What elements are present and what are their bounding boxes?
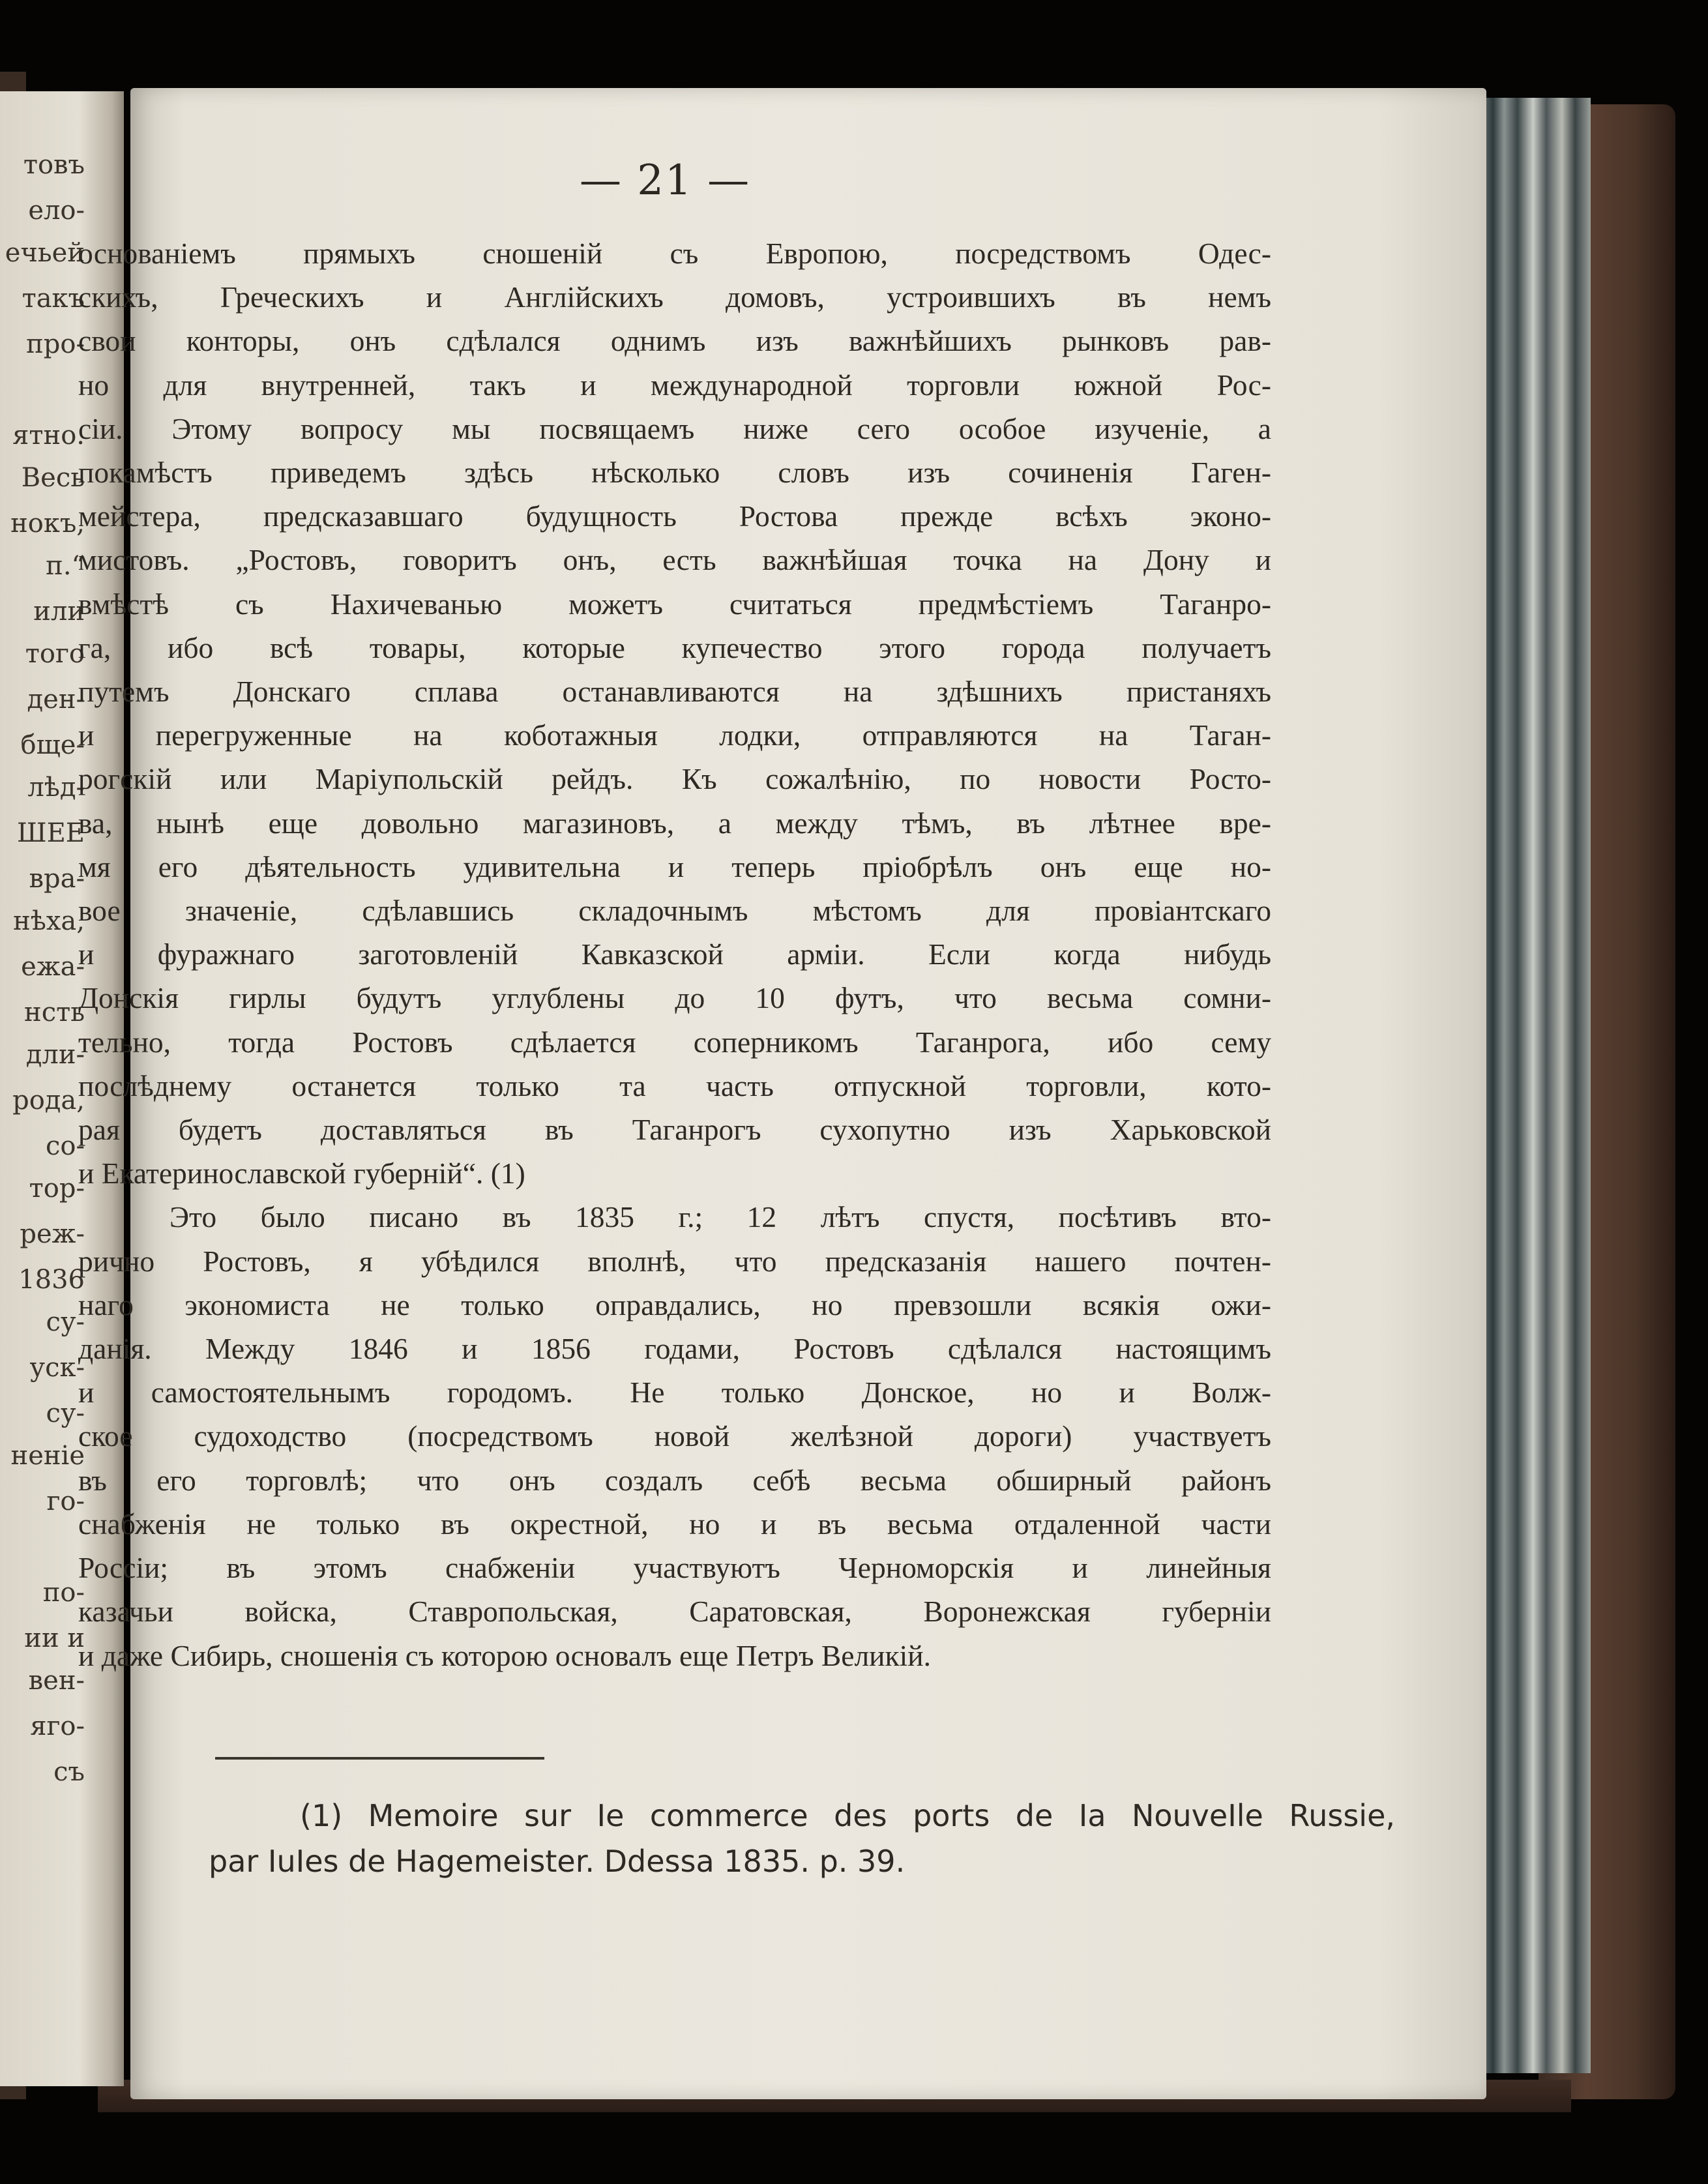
body-line: снабженiя не только въ окрестной, но и въ весьма отдаленной части [78,1507,1271,1541]
body-line: покамѣстъ приведемъ здѣсь нѣсколько словъ изъ сочиненiя Гаген- [78,456,1271,490]
body-line: свои конторы, онъ сдѣлался однимъ изъ важнѣйшихъ рынковъ рав- [78,324,1271,358]
previous-page-text-fragment: Весь [21,463,85,493]
previous-page-text-fragment: товъ [23,150,85,180]
body-line: рая будетъ доставляться въ Таганрогъ сухопутно изъ Харьковской [78,1113,1271,1147]
body-line: и Екатеринославской губернiй“. (1) [78,1157,525,1190]
footnote-rule [215,1757,544,1760]
previous-page-text-fragment: ден- [27,685,85,715]
previous-page-text-fragment: ненie [10,1441,85,1471]
body-line: основанieмъ прямыхъ сношенiй съ Европою, посредствомъ Одес- [78,237,1271,270]
previous-page-text-fragment: ежа- [21,952,85,982]
body-line: рогскiй или Марiупольскiй рейдъ. Къ сожалѣнiю, по новости Росто- [78,762,1271,796]
body-line: данiя. Между 1846 и 1856 годами, Ростовъ сдѣлался настоящимъ [78,1332,1271,1366]
previous-page-text-fragment: или [33,597,85,627]
previous-page-text-fragment: су- [46,1398,85,1428]
body-line: Донскiя гирлы будутъ углублены до 10 футъ, что весьма сомни- [78,981,1271,1015]
body-line: сiи. Этому вопросу мы посвящаемъ ниже сего особое изученiе, а [78,411,1271,445]
body-line: и самостоятельнымъ городомъ. Не только Донское, но и Волж- [78,1376,1271,1409]
body-line: Россiи; въ этомъ снабженiи участвуютъ Черноморскiя и линейныя [78,1551,1271,1585]
body-line: вмѣстѣ съ Нахичеванью можетъ считаться предмѣстiемъ Таганро- [78,587,1271,621]
previous-page-text-fragment: ятно. [12,421,85,450]
previous-page-text-fragment: такъ [22,284,85,314]
previous-page-text-fragment: про- [26,329,85,359]
body-line: Это было писано въ 1835 г.; 12 лѣтъ спустя, посѣтивъ вто- [169,1200,1271,1234]
previous-page-text-fragment: лѣд- [27,773,85,803]
page-edges [1480,98,1591,2073]
body-line: вое значенiе, сдѣлавшись складочнымъ мѣстомъ для провiантскаго [78,894,1271,928]
body-line: и перегруженные на коботажныя лодки, отправляются на Таган- [78,718,1271,752]
body-line: ва, нынѣ еще довольно магазиновъ, а между тѣмъ, въ лѣтнее вре- [78,806,1271,840]
previous-page-text-fragment: п.“ [46,551,85,581]
footnote [209,1793,1395,1884]
previous-page-text-fragment: по- [42,1578,85,1608]
body-line: ское судоходство (посредствомъ новой желѣзной дороги) участвуетъ [78,1419,1271,1453]
body-text [78,231,1271,1677]
body-line: наго экономиста не только оправдались, но превзошли всякiя ожи- [78,1288,1271,1321]
body-line: послѣднему останется только та часть отпускной торговли, кото- [78,1069,1271,1102]
previous-page-text-fragment: елo- [28,196,85,226]
body-line: мя его дѣятельность удивительна и теперь прiобрѣлъ онъ еще но- [78,849,1271,883]
body-line: рично Ростовъ, я убѣдился вполнѣ, что предсказанiя нашего почтен- [78,1244,1271,1278]
previous-page-text-fragment: рода, [12,1085,85,1115]
body-line: мейстера, предсказавшаго будущность Ростова прежде всѣхъ эконо- [78,499,1271,533]
previous-page-text-fragment: го- [46,1486,85,1516]
previous-page-text-fragment: ШЕЕ [16,818,85,848]
previous-page-text-fragment: су- [46,1307,85,1337]
previous-page-text-fragment: нокъ, [10,509,85,539]
previous-page-text-fragment: ии и [24,1623,85,1653]
previous-page-text-fragment: 1836 [18,1265,85,1295]
body-line: га, ибо всѣ товары, которые купечество этого города получаетъ [78,630,1271,664]
body-line: тельно, тогда Ростовъ сдѣлается соперникомъ Таганрога, ибо сему [78,1025,1271,1059]
previous-page-text-fragment: дли- [25,1040,85,1070]
footnote-line: (1) Memoire sur Ie commerce des ports de Ia NouveIle Russie, [300,1798,1395,1833]
body-line: путемъ Донскаго сплава останавливаются на здѣшнихъ пристаняхъ [78,675,1271,709]
previous-page-text-fragment: реж- [20,1219,85,1249]
previous-page-text-fragment: бще- [20,730,85,760]
previous-page-text-fragment: нѣха, [13,906,85,936]
previous-page-text-fragment: со- [46,1131,85,1161]
previous-page-text-fragment: вен- [28,1666,85,1696]
previous-page-text-fragment: ечьей [5,238,85,268]
previous-page-text-fragment: яго- [30,1711,85,1741]
body-line: но для внутренней, такъ и международной торговли южной Рос- [78,368,1271,402]
body-line: и даже Сибирь, сношенiя съ которою основалъ еще Петръ Великiй. [78,1638,931,1672]
footnote-line: par IuIes de Hagemeister. Ddessa 1835. p. 39. [209,1844,906,1879]
previous-page-text-fragment: нсть [24,997,85,1027]
body-line: и фуражнаго заготовленiй Кавказской армiи. Если когда нибудь [78,937,1271,971]
body-line: въ его торговлѣ; что онъ создалъ себѣ весьма обширный районъ [78,1463,1271,1497]
previous-page-text-fragment: съ [53,1757,85,1787]
body-line: скихъ, Греческихъ и Англiйскихъ домовъ, устроившихъ въ немъ [78,280,1271,314]
previous-page-text-fragment: тор- [29,1173,85,1203]
body-line: мистовъ. „Ростовъ, говоритъ онъ, есть важнѣйшая точка на Дону и [78,543,1271,577]
previous-page-text-fragment: того [25,639,85,669]
previous-page-text-fragment: уск- [29,1353,85,1383]
previous-page-text-fragment: вра- [29,864,85,894]
body-line: казачьи войска, Ставропольская, Саратовская, Воронежская губернiи [78,1595,1271,1629]
page-number: — 21 — [579,156,751,205]
